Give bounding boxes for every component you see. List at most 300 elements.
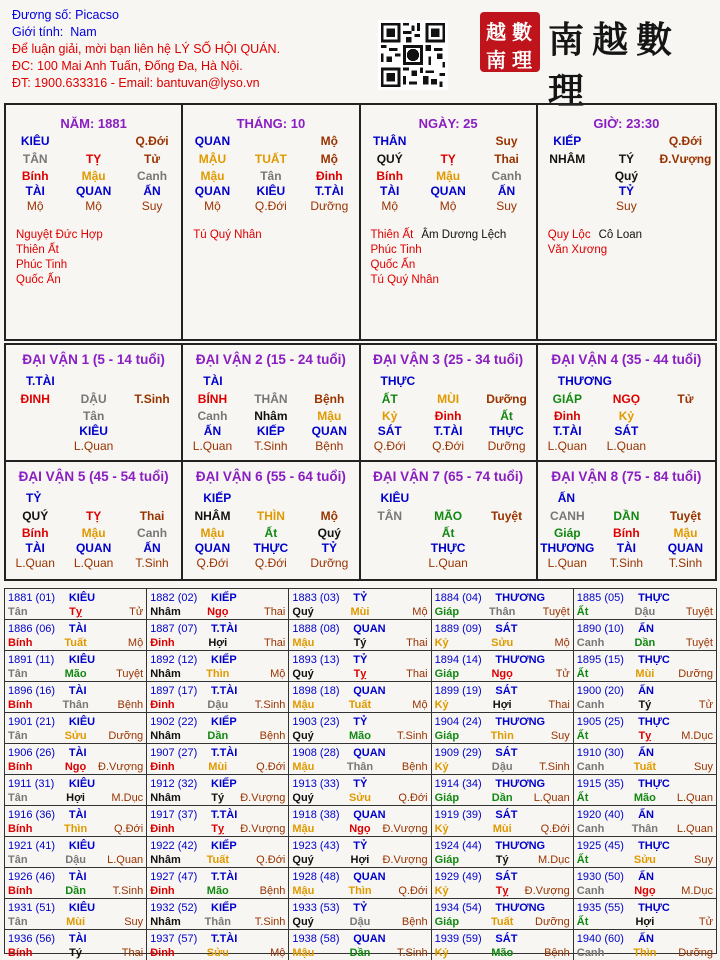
year-stage: Q.Đới <box>540 823 570 835</box>
year-head <box>577 684 713 698</box>
year-body <box>577 853 713 867</box>
year-stage: M.Dục <box>681 885 713 897</box>
year-stage: Q.Đới <box>113 823 144 835</box>
year-body <box>150 667 285 681</box>
star-name: Tú Quý Nhân <box>370 274 439 286</box>
year-number: 1936 (56) <box>8 933 56 945</box>
year-head <box>577 808 713 822</box>
year-stem: Quý <box>292 792 314 804</box>
year-number: 1917 (37) <box>150 809 198 821</box>
pillar-title: NĂM: 1881 <box>60 116 127 131</box>
pillar-ten-god: T.TÀI <box>314 184 344 198</box>
year-body <box>435 884 570 898</box>
year-cell <box>432 930 574 960</box>
year-cell <box>147 682 289 713</box>
dai-van-hidden-stem: Bính <box>613 526 640 540</box>
year-stage: Bệnh <box>117 699 144 711</box>
star-row <box>16 243 181 258</box>
year-body <box>292 605 427 619</box>
pillar-star-list <box>16 228 181 288</box>
year-branch: Tỵ <box>211 823 225 835</box>
year-body <box>577 605 713 619</box>
dai-van-stage-row <box>538 439 715 454</box>
pillar-top-star: Suy <box>495 134 518 148</box>
year-number: 1881 (01) <box>8 592 56 604</box>
year-cell <box>432 899 574 930</box>
year-stem: Tân <box>8 916 28 928</box>
year-stage: Q.Đới <box>256 761 286 773</box>
dai-van-title: ĐẠI VẬN 8 (75 - 84 tuổi) <box>551 469 702 484</box>
year-cell <box>432 589 574 620</box>
pillar-hidden-stem: Tân <box>260 169 282 183</box>
year-stem: Ất <box>576 916 589 928</box>
year-number: 1928 (48) <box>292 871 340 883</box>
year-stem: Quý <box>292 854 314 866</box>
pillar-hidden-stem: Đinh <box>315 169 343 183</box>
year-branch: Tuất <box>633 761 657 773</box>
year-ten-god: THỰC <box>638 902 670 914</box>
year-head <box>435 839 570 853</box>
year-stem: Quý <box>292 668 314 680</box>
year-ten-god: THƯƠNG <box>495 840 546 852</box>
year-branch: Tỵ <box>353 668 367 680</box>
year-stem: Kỷ <box>434 699 449 711</box>
year-body <box>577 667 713 681</box>
owner-name: Picacso <box>75 8 119 22</box>
pillar-hidden-stem: Mậu <box>81 169 106 183</box>
year-branch: Sửu <box>348 792 371 804</box>
year-body <box>8 915 143 929</box>
year-number: 1933 (53) <box>292 902 340 914</box>
year-number: 1913 (33) <box>292 778 340 790</box>
year-cell <box>147 744 289 775</box>
star-row <box>548 228 715 243</box>
year-branch: Thìn <box>63 823 88 835</box>
year-head <box>150 622 285 636</box>
year-head <box>292 715 427 729</box>
dai-van-hidden-god: THỰC <box>489 424 524 438</box>
year-cell <box>289 806 431 837</box>
year-body <box>435 853 570 867</box>
year-cell <box>432 651 574 682</box>
year-ten-god: ẤN <box>638 933 654 945</box>
year-stem: Canh <box>576 823 605 835</box>
year-branch: Mão <box>64 668 87 680</box>
year-branch: Dậu <box>65 854 86 866</box>
dai-van-stage: L.Quan <box>15 556 55 570</box>
dai-van-hidden-god: THỰC <box>253 541 289 555</box>
year-stage: Mộ <box>554 637 570 649</box>
year-branch: Tý <box>495 854 509 866</box>
dai-van-hidden-god: T.TÀI <box>552 424 582 438</box>
dai-van-stage: T.Sinh <box>254 439 288 453</box>
year-ten-god: T.TÀI <box>211 685 238 697</box>
year-cell <box>574 899 716 930</box>
year-ten-god: THỰC <box>638 840 670 852</box>
year-stage: L.Quan <box>676 792 713 804</box>
year-cell <box>574 589 716 620</box>
dai-van-hidden-stem-row <box>538 409 715 424</box>
pillar-can-chi: Mộ <box>320 152 338 166</box>
year-stage: Mộ <box>270 947 286 959</box>
year-stem: Canh <box>576 637 605 649</box>
dai-van-can-chi: Thai <box>139 509 165 523</box>
year-cell <box>147 651 289 682</box>
year-branch: Thìn <box>348 885 372 897</box>
year-stage: Đ.Vượng <box>240 823 286 835</box>
pillar-stage: Mộ <box>204 199 221 213</box>
year-body <box>577 729 713 743</box>
year-stem: Bính <box>8 885 33 897</box>
year-ten-god: T.TÀI <box>211 871 238 883</box>
year-body <box>577 698 713 712</box>
year-ten-god: TÀI <box>68 747 87 759</box>
star-name: Tú Quý Nhân <box>193 229 262 241</box>
year-branch: Tuất <box>490 916 514 928</box>
year-ten-god: TỶ <box>353 902 368 914</box>
pillar-ten-god: ẤN <box>497 184 516 198</box>
star-name: Thiên Ất <box>16 244 59 256</box>
year-head <box>150 684 285 698</box>
year-branch: Dậu <box>491 761 513 773</box>
year-branch: Dần <box>491 792 513 804</box>
dai-van-hidden-stem: Mậu <box>317 409 342 423</box>
year-body <box>435 667 570 681</box>
year-stage: M.Dục <box>111 792 144 804</box>
year-branch: Tý <box>211 792 225 804</box>
dai-van-can-chi-row <box>538 389 715 409</box>
year-head <box>292 746 427 760</box>
year-number: 1914 (34) <box>434 778 482 790</box>
dai-van-stage: Q.Đới <box>196 556 229 570</box>
dai-van-hidden-stem-row <box>183 526 358 541</box>
year-stem: Kỷ <box>434 885 449 897</box>
year-body <box>577 791 713 805</box>
pillar-can-chi: MẬU <box>198 152 227 166</box>
dai-van-ten-god: KIẾP <box>203 491 232 505</box>
year-head <box>150 653 285 667</box>
dai-van-can-chi-row <box>361 389 536 409</box>
year-body <box>150 791 285 805</box>
dai-van-can-chi-row <box>6 506 181 526</box>
dai-van-hidden-god: THỰC <box>430 541 466 555</box>
year-number: 1900 (20) <box>576 685 624 697</box>
year-stem: Canh <box>576 885 605 897</box>
year-number: 1884 (04) <box>434 592 482 604</box>
dai-van-cell <box>183 462 360 579</box>
year-head <box>435 932 570 946</box>
year-number: 1910 (30) <box>576 747 624 759</box>
year-body <box>8 822 143 836</box>
year-stem: Kỷ <box>434 761 449 773</box>
four-pillars <box>4 103 717 341</box>
year-stem: Đinh <box>150 823 175 835</box>
dai-van-can-chi: ĐINH <box>20 392 50 406</box>
dai-van-title: ĐẠI VẬN 3 (25 - 34 tuổi) <box>373 352 524 367</box>
year-stage: Đ.Vượng <box>382 854 428 866</box>
year-body <box>577 636 713 650</box>
star-row <box>16 273 181 288</box>
year-body <box>150 884 285 898</box>
pillar-column <box>6 105 183 339</box>
pillar-can-chi: Thai <box>494 152 519 166</box>
year-ten-god: KIẾP <box>211 716 237 728</box>
year-head <box>292 839 427 853</box>
year-head <box>150 932 285 946</box>
year-number: 1927 (47) <box>150 871 198 883</box>
year-ten-god: QUAN <box>353 685 386 697</box>
year-body <box>292 791 427 805</box>
star-name: Quy Lộc <box>547 229 591 241</box>
year-stem: Đinh <box>150 699 175 711</box>
dai-van-ten-god: TÀI <box>203 374 223 388</box>
dai-van-cell <box>6 462 183 579</box>
year-head <box>8 684 143 698</box>
pillar-stage <box>538 199 597 214</box>
year-ten-god: SÁT <box>495 685 518 697</box>
year-stage: Bệnh <box>259 730 286 742</box>
dai-van-hidden-god-row <box>361 424 536 439</box>
dai-van-hidden-god-row <box>183 541 358 556</box>
dai-van-hidden-god: KIẾP <box>256 424 285 438</box>
year-ten-god: ẤN <box>638 809 654 821</box>
year-branch: Thân <box>204 916 231 928</box>
year-head <box>292 684 427 698</box>
year-number: 1891 (11) <box>8 654 55 666</box>
pillar-star-list <box>193 228 358 243</box>
contact-line: Để luận giải, mời bạn liên hệ LÝ SỐ HỘI QUÁN. <box>12 42 281 56</box>
year-stage: Đ.Vượng <box>240 792 286 804</box>
year-cell <box>5 930 147 960</box>
year-cell <box>5 620 147 651</box>
year-branch: Dần <box>65 885 86 897</box>
dai-van-ten-god: KIÊU <box>380 491 410 505</box>
year-body <box>8 791 143 805</box>
year-cell <box>432 775 574 806</box>
year-body <box>150 698 285 712</box>
pillar-can-chi-row <box>538 149 715 169</box>
year-body <box>8 853 143 867</box>
year-number: 1931 (51) <box>8 902 56 914</box>
year-stage: Thai <box>121 947 144 959</box>
year-branch: Dần <box>349 947 371 959</box>
year-branch: Mão <box>206 885 229 897</box>
year-ten-god: QUAN <box>353 747 386 759</box>
year-branch: Hợi <box>635 916 655 928</box>
pillar-ten-god: QUAN <box>430 184 466 198</box>
star-row <box>371 228 536 243</box>
year-number: 1939 (59) <box>434 933 482 945</box>
dai-van-title: ĐẠI VẬN 5 (45 - 54 tuổi) <box>18 469 169 484</box>
pillar-can-chi: Tử <box>144 152 161 166</box>
year-cell <box>289 930 431 960</box>
dai-van-hidden-god <box>6 424 64 439</box>
dai-van-hidden-stem-row <box>6 526 181 541</box>
year-head <box>577 870 713 884</box>
year-branch: Thân <box>62 699 89 711</box>
year-number: 1906 (26) <box>8 747 56 759</box>
dai-van-hidden-god: THƯƠNG <box>540 541 595 555</box>
year-stem: Tân <box>8 730 28 742</box>
year-ten-god: QUAN <box>353 623 386 635</box>
year-stem: Giáp <box>434 730 460 742</box>
dai-van-can-chi: QUÝ <box>22 509 49 523</box>
pillar-can-chi: Đ.Vượng <box>659 152 712 166</box>
dai-van-can-chi: Tuyệt <box>669 509 701 523</box>
year-number: 1887 (07) <box>150 623 198 635</box>
year-number: 1911 (31) <box>8 778 55 790</box>
dai-van-can-chi: MÃO <box>434 509 463 523</box>
year-stem: Canh <box>576 761 605 773</box>
pillar-top-star: Mộ <box>320 134 338 148</box>
year-ten-god: ẤN <box>638 747 654 759</box>
pillar-top-star <box>597 134 656 149</box>
year-branch: Mùi <box>208 761 228 773</box>
year-stem: Ất <box>576 730 589 742</box>
year-body <box>292 667 427 681</box>
pillar-ten-god-row <box>538 184 715 199</box>
year-cell <box>289 775 431 806</box>
year-stem: Bính <box>8 947 33 959</box>
year-branch: Ngọ <box>491 668 513 680</box>
year-ten-god: KIÊU <box>68 654 96 666</box>
year-stem: Tân <box>8 668 28 680</box>
dai-van-title: ĐẠI VẬN 2 (15 - 24 tuổi) <box>195 352 346 367</box>
pillar-stage: Mộ <box>381 199 399 213</box>
year-ten-god: T.TÀI <box>211 933 238 945</box>
dai-van-stage-row <box>538 556 715 571</box>
dai-van-can-chi-row <box>183 506 358 526</box>
dai-van-ten-god: ẤN <box>557 491 576 505</box>
year-stage: T.Sinh <box>397 947 428 959</box>
year-body <box>150 946 285 960</box>
year-body <box>435 791 570 805</box>
dai-van-hidden-stem: Canh <box>197 409 228 423</box>
pillar-ten-god <box>656 184 715 199</box>
dai-van-hidden-stem: Giáp <box>553 526 581 540</box>
pillar-stage: Suy <box>496 199 517 213</box>
year-branch: Tý <box>69 947 83 959</box>
star-name-secondary: Âm Dương Lệch <box>421 229 507 241</box>
dai-van-hidden-god-row <box>361 541 536 556</box>
year-cell <box>574 651 716 682</box>
header-info <box>12 7 362 92</box>
year-stem: Giáp <box>434 668 460 680</box>
year-stage: Suy <box>694 854 713 866</box>
year-number: 1926 (46) <box>8 871 56 883</box>
star-row <box>16 258 181 273</box>
year-stage: Bệnh <box>544 947 570 959</box>
year-stem: Bính <box>8 761 33 773</box>
dai-van-hidden-stem <box>6 409 64 424</box>
dai-van-cell <box>538 462 715 579</box>
dai-van-hidden-god: ẤN <box>143 541 161 555</box>
dai-van-cell <box>6 345 183 462</box>
pillar-title: GIỜ: 23:30 <box>593 116 660 131</box>
year-branch: Mùi <box>350 606 370 618</box>
year-branch: Mão <box>633 792 656 804</box>
dai-van-can-chi: GIÁP <box>552 392 582 406</box>
year-head <box>435 777 570 791</box>
year-stage: Mộ <box>127 637 144 649</box>
year-head <box>150 839 285 853</box>
year-ten-god: THƯƠNG <box>495 592 546 604</box>
dai-van-stage <box>477 556 535 571</box>
year-head <box>435 622 570 636</box>
dai-van-can-chi: Tuyệt <box>490 509 523 523</box>
year-body <box>150 605 285 619</box>
dai-van-stage-row <box>183 556 358 571</box>
year-number: 1934 (54) <box>434 902 482 914</box>
year-number: 1924 (44) <box>434 840 482 852</box>
pillar-can-chi-row <box>6 149 181 169</box>
year-number: 1903 (23) <box>292 716 340 728</box>
star-name: Thiên Ất <box>370 229 414 241</box>
year-stage: T.Sinh <box>254 916 286 928</box>
dai-van-hidden-stem-row <box>183 409 358 424</box>
year-number: 1890 (10) <box>576 623 624 635</box>
year-head <box>8 870 143 884</box>
year-head <box>577 746 713 760</box>
pillar-column <box>361 105 538 339</box>
year-head <box>8 715 143 729</box>
dai-van-hidden-god <box>477 541 535 556</box>
year-head <box>577 591 713 605</box>
year-branch: Mùi <box>66 916 86 928</box>
year-ten-god: T.TÀI <box>211 809 238 821</box>
year-head <box>8 622 143 636</box>
pillar-hidden-stem: Mậu <box>436 169 461 183</box>
year-cell <box>5 651 147 682</box>
pillar-star-list <box>371 228 536 288</box>
year-cell <box>5 837 147 868</box>
pillar-title: NGÀY: 25 <box>418 116 478 131</box>
pillar-ten-god-row <box>361 184 536 199</box>
year-head <box>292 870 427 884</box>
year-head <box>150 870 285 884</box>
year-body <box>8 698 143 712</box>
dai-van-can-chi: THÌN <box>256 509 285 523</box>
dai-van-hidden-god: QUAN <box>194 541 231 555</box>
dai-van-can-chi: Tử <box>677 392 694 406</box>
year-head <box>435 808 570 822</box>
year-body <box>577 915 713 929</box>
year-stage: Thai <box>263 637 286 649</box>
year-ten-god: TỶ <box>353 840 368 852</box>
pillar-stage: Suy <box>141 199 163 213</box>
year-cell <box>147 806 289 837</box>
year-cell <box>289 744 431 775</box>
year-cell <box>289 868 431 899</box>
year-head <box>150 591 285 605</box>
year-branch: Sửu <box>633 854 656 866</box>
yearly-grid <box>4 588 717 959</box>
year-stem: Nhâm <box>150 854 181 866</box>
year-stage: Tuyệt <box>685 637 713 649</box>
year-cell <box>432 868 574 899</box>
star-name: Văn Xương <box>547 244 608 256</box>
year-ten-god: T.TÀI <box>211 747 238 759</box>
pillar-can-chi-row <box>361 149 536 169</box>
year-cell <box>147 713 289 744</box>
year-branch: Mão <box>348 730 371 742</box>
year-stage: L.Quan <box>676 823 713 835</box>
year-stage: Bệnh <box>401 761 428 773</box>
pillar-ten-god-row <box>6 184 181 199</box>
year-branch: Mão <box>491 947 514 959</box>
dai-van-hidden-god-row <box>183 424 358 439</box>
year-stage: Thai <box>406 668 428 680</box>
